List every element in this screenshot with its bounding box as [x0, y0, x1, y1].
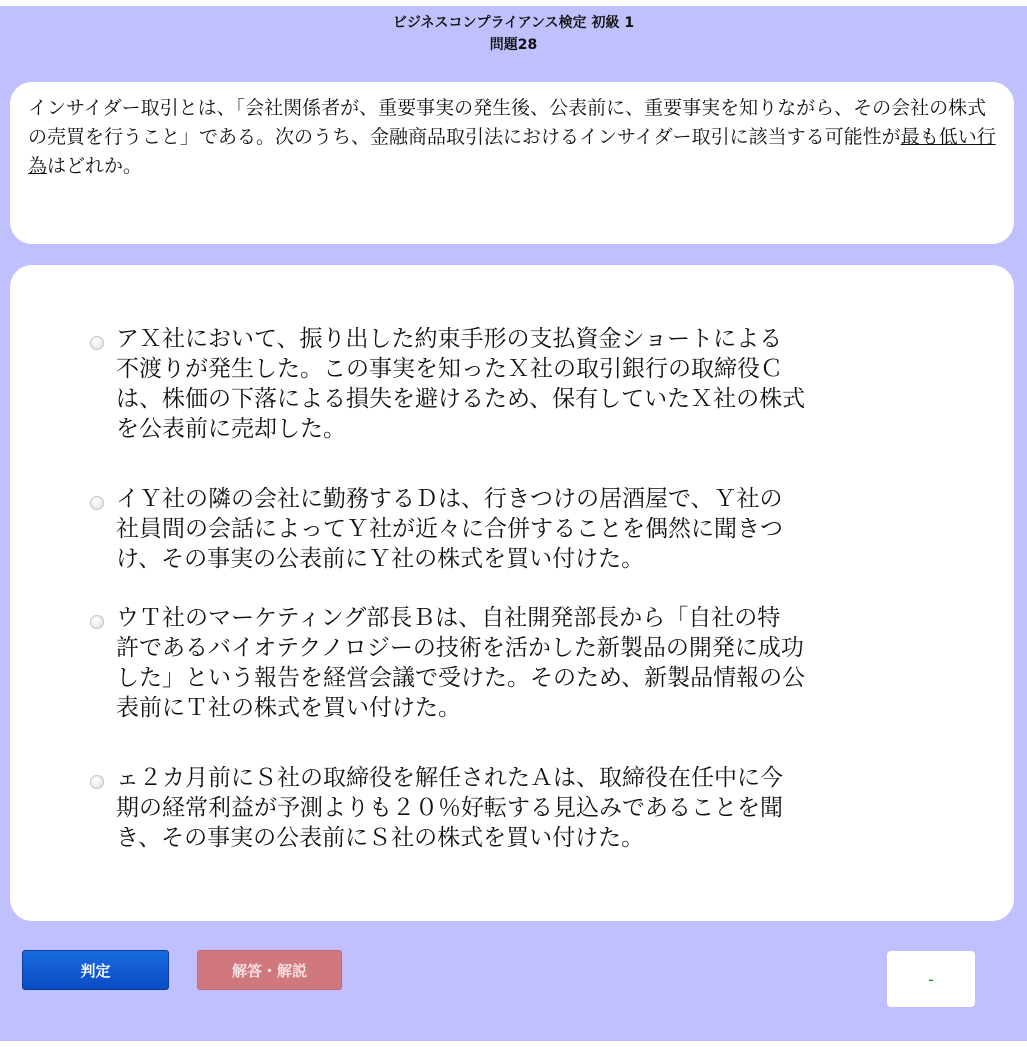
answer-explanation-button[interactable]: 解答・解説 [197, 950, 342, 990]
question-text-end: はどれか。 [47, 155, 143, 177]
radio-button[interactable] [90, 336, 104, 350]
choice-option[interactable] [90, 324, 930, 444]
choice-text: アＸ社において、振り出した約束手形の支払資金ショートによる 不渡りが発生した。この事実を知ったＸ社の取引銀行の取締役Ｃ は、株価の下落による損失を避けるため、保有していたＸ社の株式 を公表前に売却した。 [116, 326, 806, 442]
choice-option[interactable] [90, 603, 930, 723]
question-text: インサイダー取引とは、「会社関係者が、重要事実の発生後、公表前に、重要事実を知りながら、その会社の株式の売買を行うこと」である。次のうち、金融商品取引法におけるインサイダー取引に該当する可能性が [28, 97, 987, 148]
question-panel [10, 82, 1014, 244]
choice-text: ウＴ社のマーケティング部長Ｂは、自社開発部長から「自社の特 許であるバイオテクノロジーの技術を活かした新製品の開発に成功 した」という報告を経営会議で受けた。そのため、新製品情報の公 表前にＴ社の株式を買い付けた。 [116, 605, 806, 721]
choice-text: ェ２カ月前にＳ社の取締役を解任されたＡは、取締役在任中に今 期の経常利益が予測よりも２０％好転する見込みであることを聞 き、その事実の公表前にＳ社の株式を買い付けた。 [116, 765, 783, 851]
radio-button[interactable] [90, 775, 104, 789]
choices-panel [10, 265, 1014, 921]
result-display [887, 951, 975, 1007]
exam-title: ビジネスコンプライアンス検定 初級 1 [392, 15, 635, 31]
question-number: 問題28 [489, 37, 538, 53]
choice-option[interactable] [90, 484, 930, 574]
question-emphasis: 最も低い行為 [28, 126, 996, 177]
result-value: - [928, 969, 934, 989]
radio-button[interactable] [90, 615, 104, 629]
quiz-app [0, 6, 1027, 1041]
header [0, 6, 1027, 56]
judge-button[interactable]: 判定 [22, 950, 169, 990]
choice-text: イＹ社の隣の会社に勤務するＤは、行きつけの居酒屋で、Ｙ社の 社員間の会話によってＹ社が近々に合併することを偶然に聞きつ け、その事実の公表前にＹ社の株式を買い付けた。 [116, 486, 783, 572]
radio-button[interactable] [90, 496, 104, 510]
choice-option[interactable] [90, 763, 930, 853]
